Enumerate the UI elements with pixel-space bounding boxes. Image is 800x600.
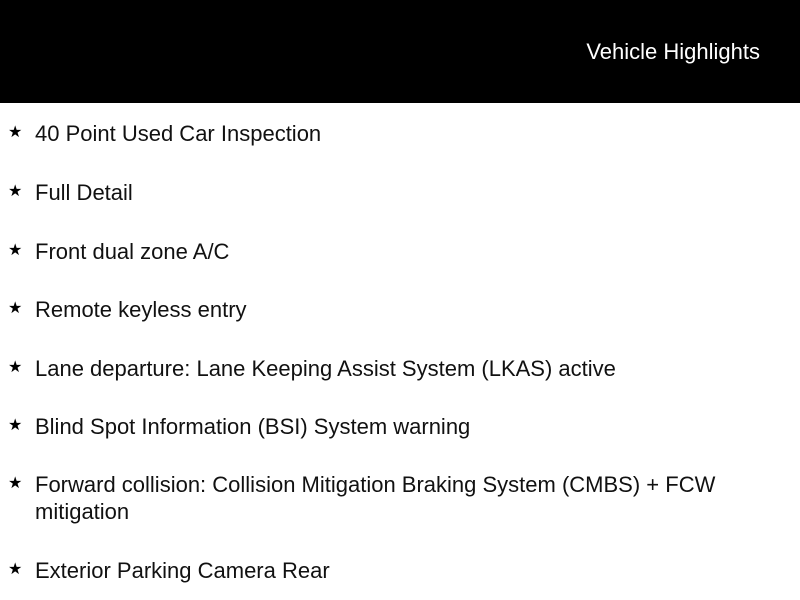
highlight-item-label: Lane departure: Lane Keeping Assist System (LKAS) active	[35, 356, 616, 381]
star-icon: ★	[8, 357, 23, 376]
vehicle-highlights-title: Vehicle Highlights	[586, 39, 760, 64]
highlight-item-label: Front dual zone A/C	[35, 239, 230, 264]
star-icon: ★	[8, 559, 23, 578]
highlight-item-label: 40 Point Used Car Inspection	[35, 121, 322, 146]
star-icon: ★	[8, 473, 23, 492]
star-icon: ★	[8, 181, 23, 200]
highlight-item-label: Full Detail	[35, 180, 133, 205]
highlight-item-label: Blind Spot Information (BSI) System warning	[35, 414, 471, 439]
star-icon: ★	[8, 298, 23, 317]
vehicle-highlights-list	[0, 103, 800, 600]
highlight-item-label: Exterior Parking Camera Rear	[35, 558, 330, 583]
star-icon: ★	[8, 122, 23, 141]
vehicle-highlights-header	[0, 0, 800, 103]
highlight-item-label: Remote keyless entry	[35, 297, 247, 322]
star-icon: ★	[8, 240, 23, 259]
highlight-item-label: Forward collision: Collision Mitigation Braking System (CMBS) + FCW mitigation	[35, 472, 716, 524]
star-icon: ★	[8, 415, 23, 434]
